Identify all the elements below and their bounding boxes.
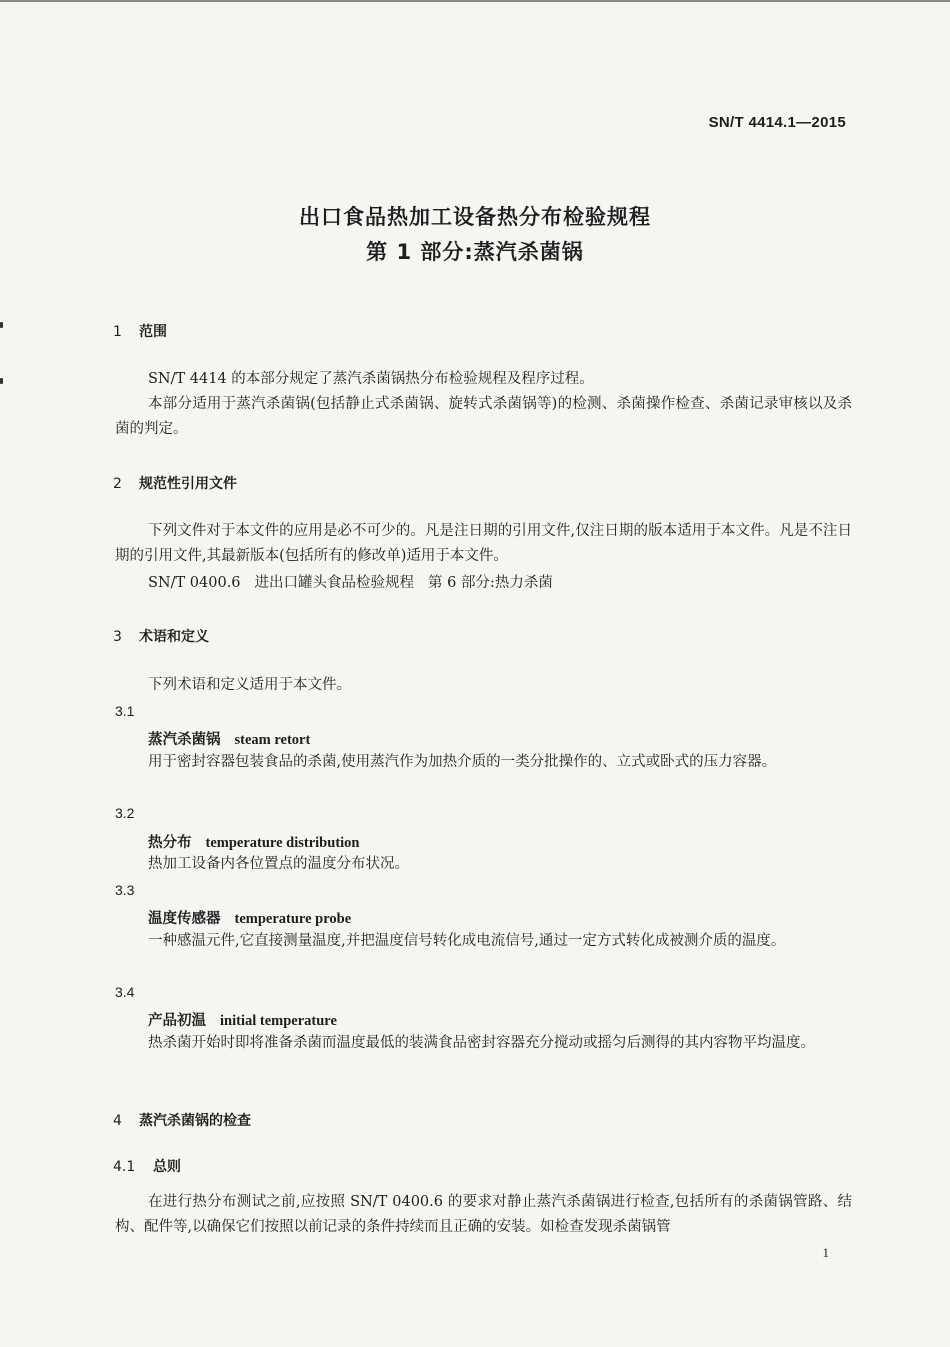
term-entry	[148, 1009, 337, 1030]
section-title: 蒸汽杀菌锅的检查	[139, 1113, 251, 1129]
term-definition	[115, 1031, 852, 1056]
section-heading-3	[113, 626, 209, 646]
subsection-number: 4.1	[113, 1159, 136, 1175]
definition-text: 热杀菌开始时即将准备杀菌而温度最低的装满食品密封容器充分搅动或摇匀后测得的其内容物平均温度。	[148, 1035, 815, 1051]
section-number: 4	[113, 1113, 122, 1129]
top-edge-line	[0, 0, 950, 2]
normative-reference	[148, 571, 553, 596]
term-en: initial temperature	[220, 1013, 337, 1029]
paragraph-text: 在进行热分布测试之前,应按照 SN/T 0400.6 的要求对静止蒸汽杀菌锅进行检查,包括所有的杀菌锅管路、结构、配件等,以确保它们按照以前记录的条件持续而且正确的安装。如检查发现杀菌锅管	[115, 1194, 852, 1235]
term-number: 3.2	[115, 805, 135, 821]
section-title: 规范性引用文件	[139, 476, 237, 492]
section-number: 2	[113, 476, 122, 492]
section-heading-2	[113, 473, 237, 493]
term-definition: 热加工设备内各位置点的温度分布状况。	[148, 856, 409, 872]
reference-part: 第 6 部分:热力杀菌	[428, 575, 553, 591]
term-number: 3.1	[115, 703, 135, 719]
term-definition	[115, 750, 852, 775]
term-zh: 热分布	[148, 835, 192, 851]
term-en: temperature probe	[234, 911, 352, 927]
reference-code: SN/T 0400.6	[148, 575, 241, 591]
paragraph	[115, 519, 852, 569]
section-number: 1	[113, 324, 122, 340]
paragraph: 下列术语和定义适用于本文件。	[148, 677, 351, 693]
subsection-title: 总则	[153, 1159, 181, 1175]
definition-text: 用于密封容器包装食品的杀菌,使用蒸汽作为加热介质的一类分批操作的、立式或卧式的压力容器。	[148, 754, 777, 770]
term-zh: 蒸汽杀菌锅	[148, 732, 221, 748]
term-entry	[148, 831, 360, 852]
term-number: 3.4	[115, 984, 135, 1000]
term-en: temperature distribution	[205, 835, 360, 851]
section-heading-1	[113, 321, 167, 341]
term-entry	[148, 907, 351, 928]
term-en: steam retort	[234, 732, 311, 748]
term-zh: 温度传感器	[148, 911, 221, 927]
page-number: 1	[822, 1245, 829, 1260]
term-zh: 产品初温	[148, 1013, 206, 1029]
reference-title: 进出口罐头食品检验规程	[254, 575, 415, 591]
paragraph	[115, 1190, 852, 1240]
paragraph-text: 下列文件对于本文件的应用是必不可少的。凡是注日期的引用文件,仅注日期的版本适用于本文件。凡是不注日期的引用文件,其最新版本(包括所有的修改单)适用于本文件。	[115, 523, 852, 564]
section-number: 3	[113, 629, 122, 645]
section-heading-4	[113, 1110, 251, 1130]
document-title: 出口食品热加工设备热分布检验规程	[299, 205, 651, 229]
section-title: 术语和定义	[139, 629, 209, 645]
standard-code: SN/T 4414.1—2015	[708, 114, 846, 131]
term-definition	[115, 929, 852, 954]
document-subtitle: 第 1 部分:蒸汽杀菌锅	[366, 240, 584, 264]
paragraph-text: 本部分适用于蒸汽杀菌锅(包括静止式杀菌锅、旋转式杀菌锅等)的检测、杀菌操作检查、杀菌记录审核以及杀菌的判定。	[115, 396, 852, 437]
paragraph	[115, 392, 852, 442]
scan-mark	[0, 378, 3, 384]
definition-text: 一种感温元件,它直接测量温度,并把温度信号转化成电流信号,通过一定方式转化成被测介质的温度。	[148, 933, 786, 949]
subsection-heading-4-1	[113, 1156, 181, 1176]
paragraph: SN/T 4414 的本部分规定了蒸汽杀菌锅热分布检验规程及程序过程。	[148, 371, 594, 387]
term-entry	[148, 728, 310, 749]
scan-mark	[0, 322, 3, 328]
term-number: 3.3	[115, 882, 135, 898]
section-title: 范围	[139, 324, 167, 340]
